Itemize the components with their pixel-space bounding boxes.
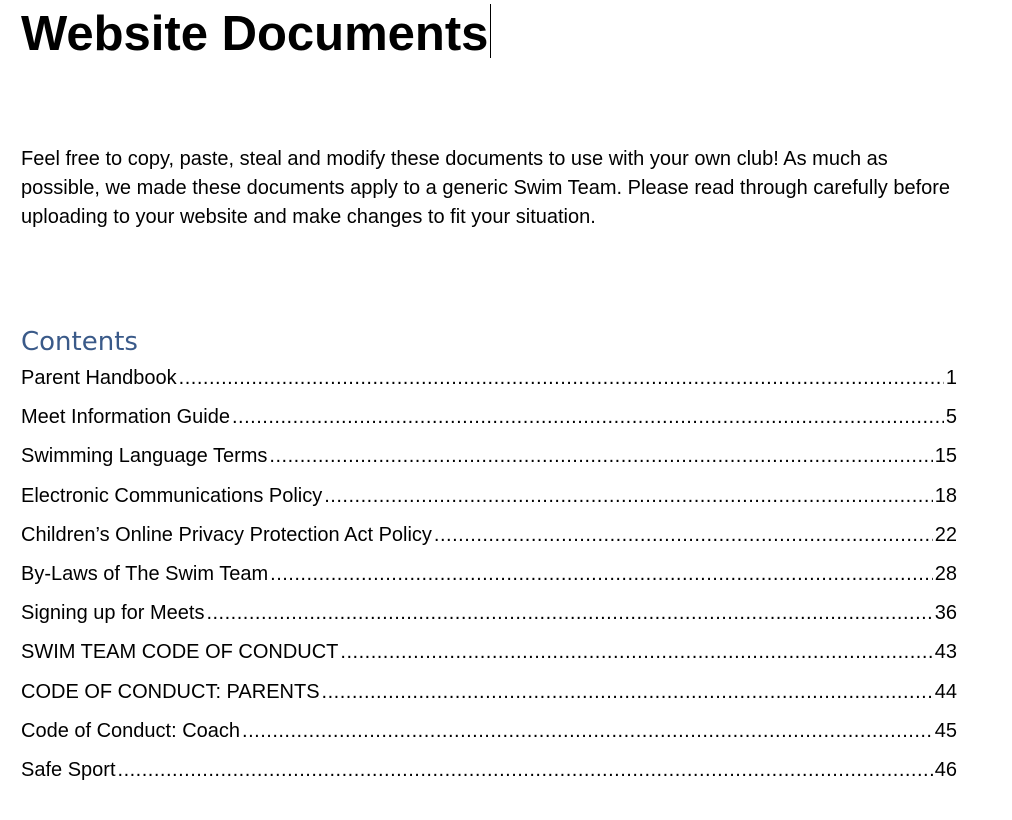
toc-entry-label[interactable]: By-Laws of The Swim Team	[21, 562, 269, 585]
toc-entry[interactable]	[21, 678, 957, 717]
toc-entry-page[interactable]: 36	[934, 602, 957, 625]
toc-entry-label[interactable]: Electronic Communications Policy	[21, 484, 323, 507]
toc-entry-label[interactable]: SWIM TEAM CODE OF CONDUCT	[21, 641, 339, 664]
contents-heading: Contents	[21, 327, 138, 357]
toc-entry-page[interactable]: 18	[934, 484, 957, 507]
document-title[interactable]	[21, 4, 491, 64]
toc-entry[interactable]	[21, 403, 957, 442]
toc-dot-leader	[242, 717, 933, 745]
toc-entry-label[interactable]: Signing up for Meets	[21, 602, 205, 625]
toc-entry-label[interactable]: Code of Conduct: Coach	[21, 719, 241, 742]
toc-dot-leader	[232, 403, 944, 431]
table-of-contents	[21, 364, 957, 795]
toc-entry[interactable]	[21, 560, 957, 599]
toc-entry-page[interactable]: 28	[934, 562, 957, 585]
toc-entry-label[interactable]: Parent Handbook	[21, 367, 177, 389]
toc-entry-page[interactable]: 45	[934, 719, 957, 742]
toc-entry[interactable]	[21, 521, 957, 560]
toc-entry-label[interactable]: Swimming Language Terms	[21, 445, 268, 468]
toc-dot-leader	[179, 364, 944, 392]
toc-dot-leader	[324, 482, 933, 510]
toc-entry-label[interactable]: Safe Sport	[21, 758, 116, 781]
toc-entry-page[interactable]: 15	[934, 445, 957, 468]
toc-dot-leader	[322, 678, 933, 706]
toc-dot-leader	[434, 521, 933, 549]
text-cursor	[490, 4, 491, 58]
toc-entry[interactable]	[21, 717, 957, 756]
toc-entry-page[interactable]: 44	[934, 680, 957, 703]
toc-entry[interactable]	[21, 482, 957, 521]
toc-entry[interactable]	[21, 442, 957, 481]
toc-dot-leader	[118, 756, 933, 784]
toc-dot-leader	[340, 638, 932, 666]
toc-entry-page[interactable]: 22	[934, 523, 957, 546]
toc-dot-leader	[206, 599, 932, 627]
toc-entry-label[interactable]: Children’s Online Privacy Protection Act Policy	[21, 523, 432, 546]
toc-entry[interactable]	[21, 364, 957, 403]
intro-paragraph: Feel free to copy, paste, steal and modify these documents to use with your own club! As much as possible, we made these documents apply to a generic Swim Team. Please read through carefully before uploading to your website and make changes to fit your situation.	[21, 148, 951, 228]
document-title-text: Website Documents	[21, 7, 489, 61]
toc-entry-page[interactable]: 5	[945, 406, 957, 429]
toc-entry[interactable]	[21, 599, 957, 638]
toc-entry-label[interactable]: CODE OF CONDUCT: PARENTS	[21, 680, 320, 703]
toc-entry[interactable]	[21, 638, 957, 677]
toc-entry-page[interactable]: 1	[945, 367, 957, 389]
toc-dot-leader	[270, 560, 933, 588]
toc-entry[interactable]	[21, 756, 957, 795]
toc-dot-leader	[269, 442, 932, 470]
toc-entry-page[interactable]: 43	[934, 641, 957, 664]
toc-entry-page[interactable]: 46	[934, 758, 957, 781]
toc-entry-label[interactable]: Meet Information Guide	[21, 406, 230, 429]
